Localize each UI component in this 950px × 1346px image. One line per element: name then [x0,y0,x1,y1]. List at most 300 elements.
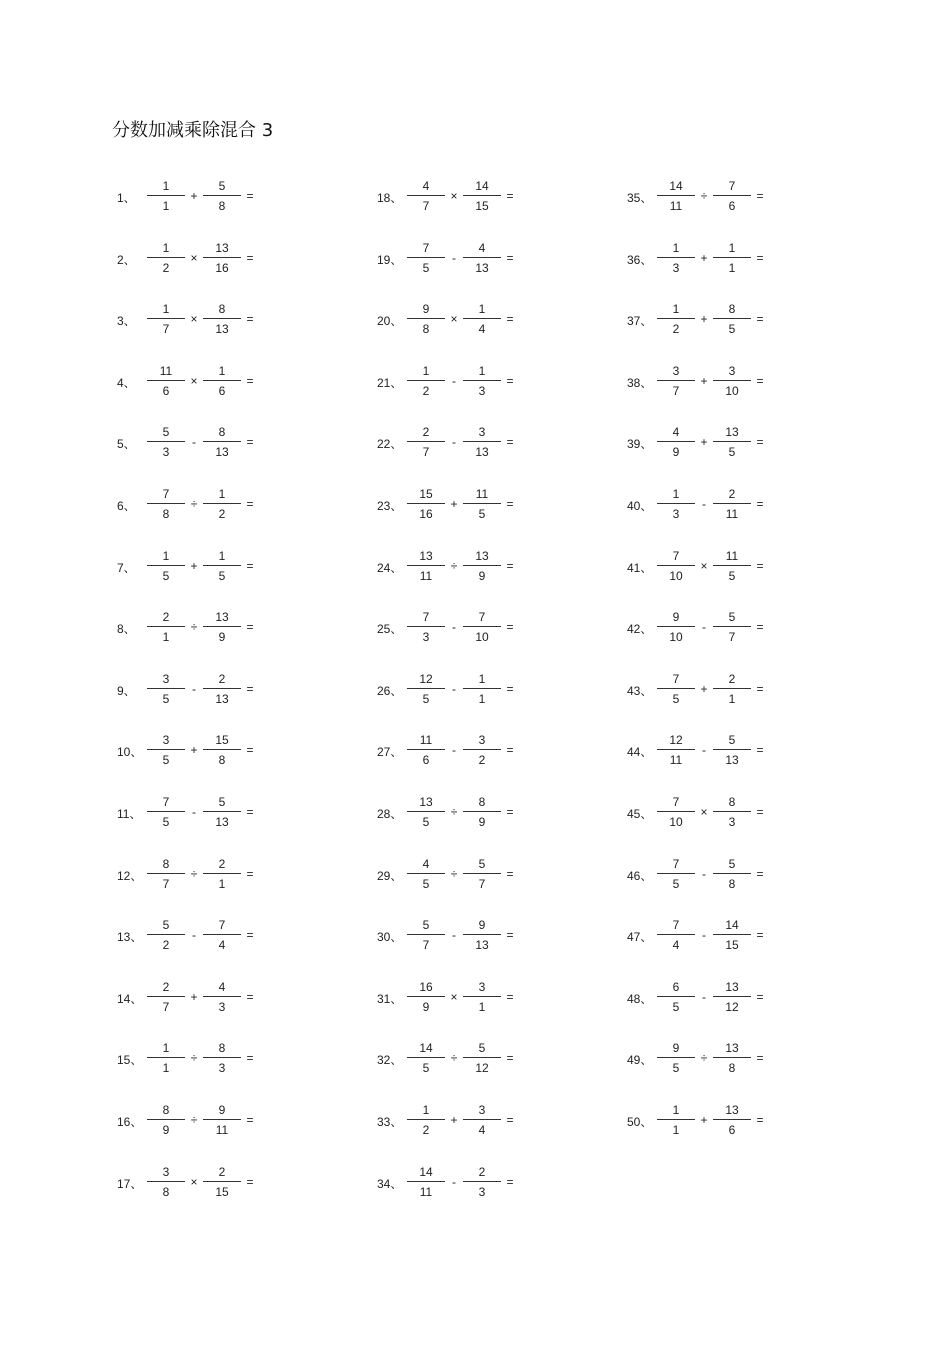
fraction-bar [147,811,185,812]
page-title: 分数加减乘除混合 3 [112,120,274,141]
numerator: 8 [728,795,736,809]
fraction-first [147,1100,185,1140]
fraction-bar [657,318,695,319]
numerator: 16 [419,979,433,994]
denominator: 10 [475,630,489,645]
equals-sign: = [246,312,254,327]
problem-number: 31、 [377,991,403,1006]
denominator: 9 [218,630,226,645]
operator: - [452,928,456,943]
numerator: 4 [478,240,486,255]
equals-sign: = [506,1174,514,1189]
denominator: 8 [218,199,226,213]
problem-item [117,1100,337,1140]
problem-item [117,484,337,524]
denominator: 6 [422,753,430,768]
fraction-first [657,484,695,524]
fraction-second [713,915,751,955]
numerator: 1 [218,487,226,501]
numerator: 2 [478,1164,486,1179]
denominator: 1 [478,999,486,1014]
fraction-bar [147,626,185,627]
denominator: 3 [422,630,430,645]
fraction-first [147,176,185,216]
equals-sign: = [246,189,254,203]
fraction-second [463,1038,501,1078]
numerator: 14 [669,179,683,193]
numerator: 11 [419,733,433,748]
equals-sign: = [506,805,514,819]
numerator: 15 [419,487,433,501]
fraction-first [657,730,695,770]
operator: + [700,312,708,327]
fraction-bar [407,626,445,627]
denominator: 1 [478,691,486,706]
fraction-first [657,1100,695,1140]
problem-number: 27、 [377,745,403,760]
numerator: 13 [725,425,739,440]
problem-item [117,299,337,339]
problem-item [377,1100,597,1140]
denominator: 13 [215,691,229,706]
numerator: 2 [728,671,736,686]
denominator: 2 [478,753,486,768]
problem-number: 22、 [377,437,403,452]
fraction-bar [463,626,501,627]
problem-number: 13、 [117,930,143,945]
fraction-first [407,299,445,339]
fraction-bar [147,1181,185,1182]
fraction-first [407,238,445,278]
denominator: 1 [218,876,226,891]
fraction-bar [713,380,751,381]
equals-sign: = [506,1113,514,1127]
fraction-first [147,1038,185,1078]
numerator: 1 [218,548,226,563]
fraction-bar [463,688,501,689]
fraction-first [657,422,695,462]
numerator: 1 [162,1041,170,1056]
fraction-bar [657,811,695,812]
equals-sign: = [506,681,514,696]
equals-sign: = [756,1051,764,1066]
equals-sign: = [506,620,514,635]
numerator: 6 [672,979,680,994]
denominator: 8 [218,753,226,768]
problem-item [627,915,847,955]
fraction-bar [203,811,241,812]
denominator: 7 [422,445,430,460]
fraction-first [147,361,185,401]
equals-sign: = [756,435,764,450]
numerator: 13 [725,979,739,994]
problem-item [117,361,337,401]
problem-item [117,854,337,894]
numerator: 14 [725,918,739,933]
operator: - [192,805,196,819]
fraction-first [657,915,695,955]
numerator: 1 [422,1103,430,1117]
problem-number: 49、 [627,1053,653,1068]
fraction-second [713,238,751,278]
fraction-bar [203,318,241,319]
operator: ÷ [190,620,198,635]
denominator: 6 [218,383,226,398]
numerator: 1 [478,363,486,378]
denominator: 9 [422,999,430,1014]
denominator: 11 [725,507,739,521]
operator: - [192,435,196,450]
fraction-bar [407,565,445,566]
fraction-second [203,361,241,401]
denominator: 10 [725,383,739,398]
denominator: 5 [728,568,736,583]
fraction-bar [657,996,695,997]
equals-sign: = [756,928,764,943]
problem-number: 17、 [117,1176,143,1191]
fraction-second [203,854,241,894]
operator: ÷ [190,1051,198,1066]
equals-sign: = [506,373,514,388]
problem-item [117,1038,337,1078]
problem-number: 23、 [377,499,403,513]
operator: + [700,250,708,265]
problem-item [627,361,847,401]
fraction-bar [463,195,501,196]
numerator: 7 [218,918,226,933]
operator: + [190,743,198,758]
problem-number: 26、 [377,683,403,698]
fraction-bar [463,934,501,935]
operator: - [452,681,456,696]
numerator: 1 [162,179,170,193]
denominator: 1 [672,1123,680,1137]
fraction-bar [713,626,751,627]
fraction-bar [407,934,445,935]
denominator: 3 [218,999,226,1014]
denominator: 9 [672,445,680,460]
numerator: 5 [218,795,226,809]
denominator: 16 [215,260,229,275]
numerator: 1 [218,363,226,378]
operator: - [452,1174,456,1189]
fraction-bar [147,565,185,566]
operator: - [702,620,706,635]
denominator: 7 [478,876,486,891]
denominator: 6 [162,383,170,398]
problem-item [377,915,597,955]
fraction-bar [147,1057,185,1058]
denominator: 5 [162,815,170,829]
problem-number: 34、 [377,1176,403,1191]
fraction-first [147,854,185,894]
fraction-bar [713,257,751,258]
operator: + [700,1113,708,1127]
problem-number: 28、 [377,807,403,821]
denominator: 16 [419,507,433,521]
fraction-bar [407,1057,445,1058]
fraction-bar [203,565,241,566]
denominator: 4 [478,322,486,337]
operator: ÷ [190,497,198,511]
operator: + [190,189,198,203]
equals-sign: = [246,1051,254,1066]
numerator: 4 [422,179,430,193]
denominator: 11 [215,1123,229,1137]
fraction-first [147,238,185,278]
numerator: 12 [669,733,683,748]
fraction-second [713,1038,751,1078]
operator: ÷ [450,558,458,573]
fraction-bar [407,195,445,196]
fraction-first [657,1038,695,1078]
denominator: 13 [215,322,229,337]
denominator: 9 [478,568,486,583]
fraction-first [147,669,185,709]
numerator: 8 [218,425,226,440]
fraction-first [407,546,445,586]
equals-sign: = [756,805,764,819]
denominator: 7 [162,999,170,1014]
fraction-second [713,546,751,586]
fraction-bar [203,503,241,504]
fraction-bar [463,1119,501,1120]
equals-sign: = [756,743,764,758]
equals-sign: = [756,989,764,1004]
equals-sign: = [246,743,254,758]
operator: + [700,681,708,696]
numerator: 8 [728,302,736,317]
fraction-bar [463,318,501,319]
numerator: 7 [672,548,680,563]
fraction-second [463,546,501,586]
denominator: 5 [672,876,680,891]
denominator: 12 [725,999,739,1014]
denominator: 12 [475,1061,489,1076]
fraction-bar [657,749,695,750]
problem-item [627,176,847,216]
fraction-second [203,176,241,216]
numerator: 12 [419,671,433,686]
fraction-first [657,546,695,586]
fraction-first [407,361,445,401]
equals-sign: = [756,866,764,881]
numerator: 4 [672,425,680,440]
equals-sign: = [506,989,514,1004]
numerator: 7 [478,610,486,625]
problem-item [377,854,597,894]
problem-number: 33、 [377,1115,403,1129]
problem-number: 35、 [627,191,653,205]
denominator: 6 [728,199,736,213]
equals-sign: = [246,250,254,265]
fraction-bar [713,1119,751,1120]
numerator: 5 [218,179,226,193]
fraction-bar [407,996,445,997]
fraction-bar [713,318,751,319]
problem-number: 10、 [117,745,143,760]
fraction-bar [713,811,751,812]
fraction-first [657,176,695,216]
problem-item [117,792,337,832]
fraction-bar [147,996,185,997]
denominator: 11 [419,568,433,583]
fraction-second [713,1100,751,1140]
equals-sign: = [246,620,254,635]
operator: × [450,989,458,1004]
problem-number: 39、 [627,437,653,452]
operator: - [192,681,196,696]
numerator: 1 [478,671,486,686]
operator: × [190,250,198,265]
fraction-bar [713,749,751,750]
problem-number: 44、 [627,745,653,760]
fraction-bar [713,873,751,874]
fraction-second [203,299,241,339]
fraction-bar [203,195,241,196]
denominator: 7 [672,383,680,398]
problem-number: 1、 [117,191,136,205]
equals-sign: = [756,558,764,573]
numerator: 14 [419,1164,433,1179]
fraction-first [147,422,185,462]
numerator: 8 [162,1103,170,1117]
problem-number: 7、 [117,560,136,575]
fraction-first [147,299,185,339]
equals-sign: = [506,312,514,327]
fraction-bar [147,873,185,874]
operator: × [190,1174,198,1189]
denominator: 1 [162,630,170,645]
denominator: 2 [218,507,226,521]
numerator: 3 [672,363,680,378]
fraction-second [463,669,501,709]
denominator: 5 [162,691,170,706]
problem-number: 25、 [377,622,403,637]
denominator: 4 [478,1123,486,1137]
denominator: 1 [162,199,170,213]
numerator: 13 [419,548,433,563]
numerator: 9 [672,1041,680,1056]
numerator: 5 [422,918,430,933]
problem-number: 47、 [627,930,653,945]
numerator: 3 [478,425,486,440]
problem-item [627,546,847,586]
fraction-bar [147,318,185,319]
denominator: 1 [728,691,736,706]
problem-item [627,1100,847,1140]
numerator: 9 [672,610,680,625]
problem-number: 4、 [117,375,136,390]
numerator: 14 [419,1041,433,1056]
fraction-first [407,607,445,647]
fraction-second [463,484,501,524]
numerator: 5 [162,918,170,933]
problem-number: 2、 [117,252,136,267]
denominator: 5 [218,568,226,583]
problem-number: 41、 [627,560,653,575]
fraction-first [657,607,695,647]
operator: + [450,497,458,511]
denominator: 5 [672,999,680,1014]
numerator: 2 [422,425,430,440]
problem-number: 32、 [377,1053,403,1068]
fraction-bar [203,626,241,627]
fraction-second [203,1162,241,1202]
denominator: 10 [669,630,683,645]
problem-item [377,669,597,709]
equals-sign: = [756,312,764,327]
operator: - [702,497,706,511]
equals-sign: = [246,928,254,943]
numerator: 8 [478,795,486,809]
problem-item [117,730,337,770]
equals-sign: = [506,928,514,943]
problem-number: 45、 [627,807,653,821]
problem-number: 30、 [377,930,403,945]
denominator: 5 [162,568,170,583]
denominator: 2 [162,260,170,275]
denominator: 7 [422,938,430,953]
fraction-second [713,977,751,1017]
denominator: 3 [162,445,170,460]
denominator: 6 [728,1123,736,1137]
denominator: 10 [669,815,683,829]
problem-item [377,1038,597,1078]
fraction-bar [407,873,445,874]
fraction-bar [657,503,695,504]
operator: - [452,743,456,758]
problem-item [117,915,337,955]
equals-sign: = [506,189,514,203]
numerator: 13 [475,548,489,563]
denominator: 8 [728,876,736,891]
operator: - [702,928,706,943]
denominator: 3 [478,1184,486,1199]
fraction-second [713,299,751,339]
equals-sign: = [756,189,764,203]
fraction-bar [147,749,185,750]
fraction-bar [463,996,501,997]
fraction-first [407,792,445,832]
fraction-second [203,484,241,524]
numerator: 8 [218,1041,226,1056]
fraction-bar [657,565,695,566]
denominator: 1 [728,260,736,275]
operator: + [700,373,708,388]
problem-number: 16、 [117,1115,143,1129]
fraction-bar [147,441,185,442]
numerator: 11 [725,548,739,563]
numerator: 2 [218,671,226,686]
fraction-first [147,607,185,647]
problem-number: 24、 [377,560,403,575]
numerator: 1 [162,240,170,255]
fraction-first [407,1100,445,1140]
denominator: 13 [725,753,739,768]
problem-item [377,607,597,647]
equals-sign: = [506,1051,514,1066]
operator: ÷ [450,866,458,881]
equals-sign: = [246,805,254,819]
problem-number: 5、 [117,437,136,452]
denominator: 5 [422,815,430,829]
problem-number: 37、 [627,314,653,329]
fraction-bar [147,257,185,258]
numerator: 3 [162,733,170,748]
fraction-bar [147,688,185,689]
operator: - [192,928,196,943]
